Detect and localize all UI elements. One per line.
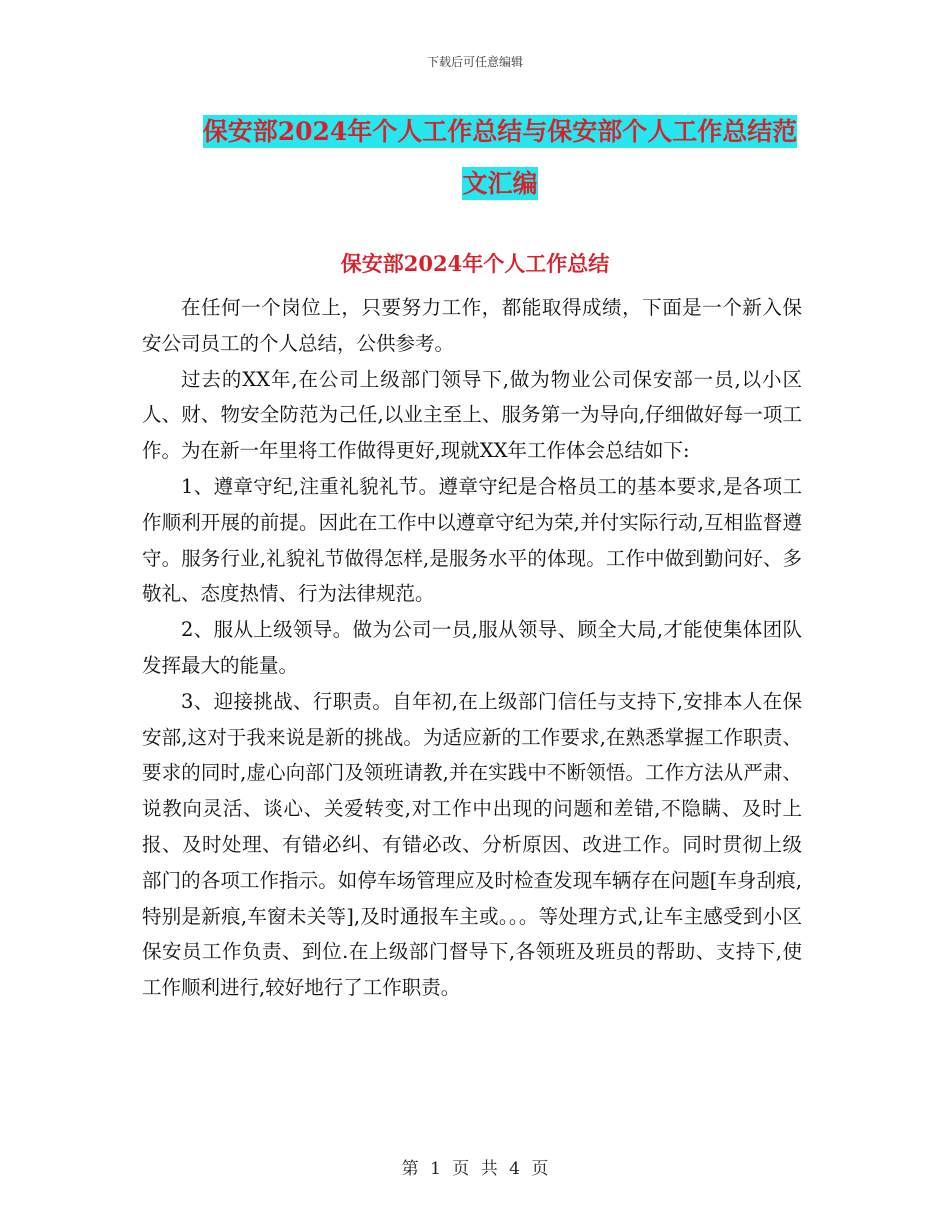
document-title-line-2: 文汇编: [462, 169, 538, 198]
header-note: 下载后可任意编辑: [426, 55, 523, 69]
paragraph-point-1: 1、遵章守纪,注重礼貌礼节。遵章守纪是合格员工的基本要求,是各项工作顺利开展的前提。因此在工作中以遵章守纪为荣,并付实际行动,互相监督遵守。服务行业,礼貌礼节做得怎样,是服务水平的体现。工作中做到勤问好、多敬礼、态度热情、行为法律规范。: [142, 474, 802, 606]
page-number: 第 1 页 共 4 页: [401, 1159, 549, 1179]
document-title: [140, 106, 860, 210]
paragraph-intro: 在任何一个岗位上，只要努力工作，都能取得成绩，下面是一个新入保安公司员工的个人总结，公供参考。: [142, 296, 802, 355]
document-body: [142, 290, 802, 1006]
paragraph-point-2: 2、服从上级领导。做为公司一员,服从领导、顾全大局,才能使集体团队发挥最大的能量。: [142, 618, 802, 677]
section-title: 保安部2024年个人工作总结: [340, 251, 610, 276]
paragraph-point-3: 3、迎接挑战、行职责。自年初,在上级部门信任与支持下,安排本人在保安部,这对于我来说是新的挑战。为适应新的工作要求,在熟悉掌握工作职责、要求的同时,虚心向部门及领班请教,并在实践中不断领悟。工作方法从严肃、说教向灵活、谈心、关爱转变,对工作中出现的问题和差错,不隐瞒、及时上报、及时处理、有错必纠、有错必改、分析原因、改进工作。同时贯彻上级部门的各项工作指示。如停车场管理应及时检查发现车辆存在问题[车身刮痕,特别是新痕,车窗未关等],及时通报车主或。。。等处理方式,让车主感受到小区保安员工作负责、到位.在上级部门督导下,各领班及班员的帮助、支持下,使工作顺利进行,较好地行了工作职责。: [142, 689, 802, 1000]
document-title-line-1: 保安部2024年个人工作总结与保安部个人工作总结范: [202, 117, 798, 146]
paragraph-overview: 过去的XX年,在公司上级部门领导下,做为物业公司保安部一员,以小区人、财、物安全防范为己任,以业主至上、服务第一为导向,仔细做好每一项工作。为在新一年里将工作做得更好,现就XX年工作体会总结如下:: [142, 367, 802, 463]
